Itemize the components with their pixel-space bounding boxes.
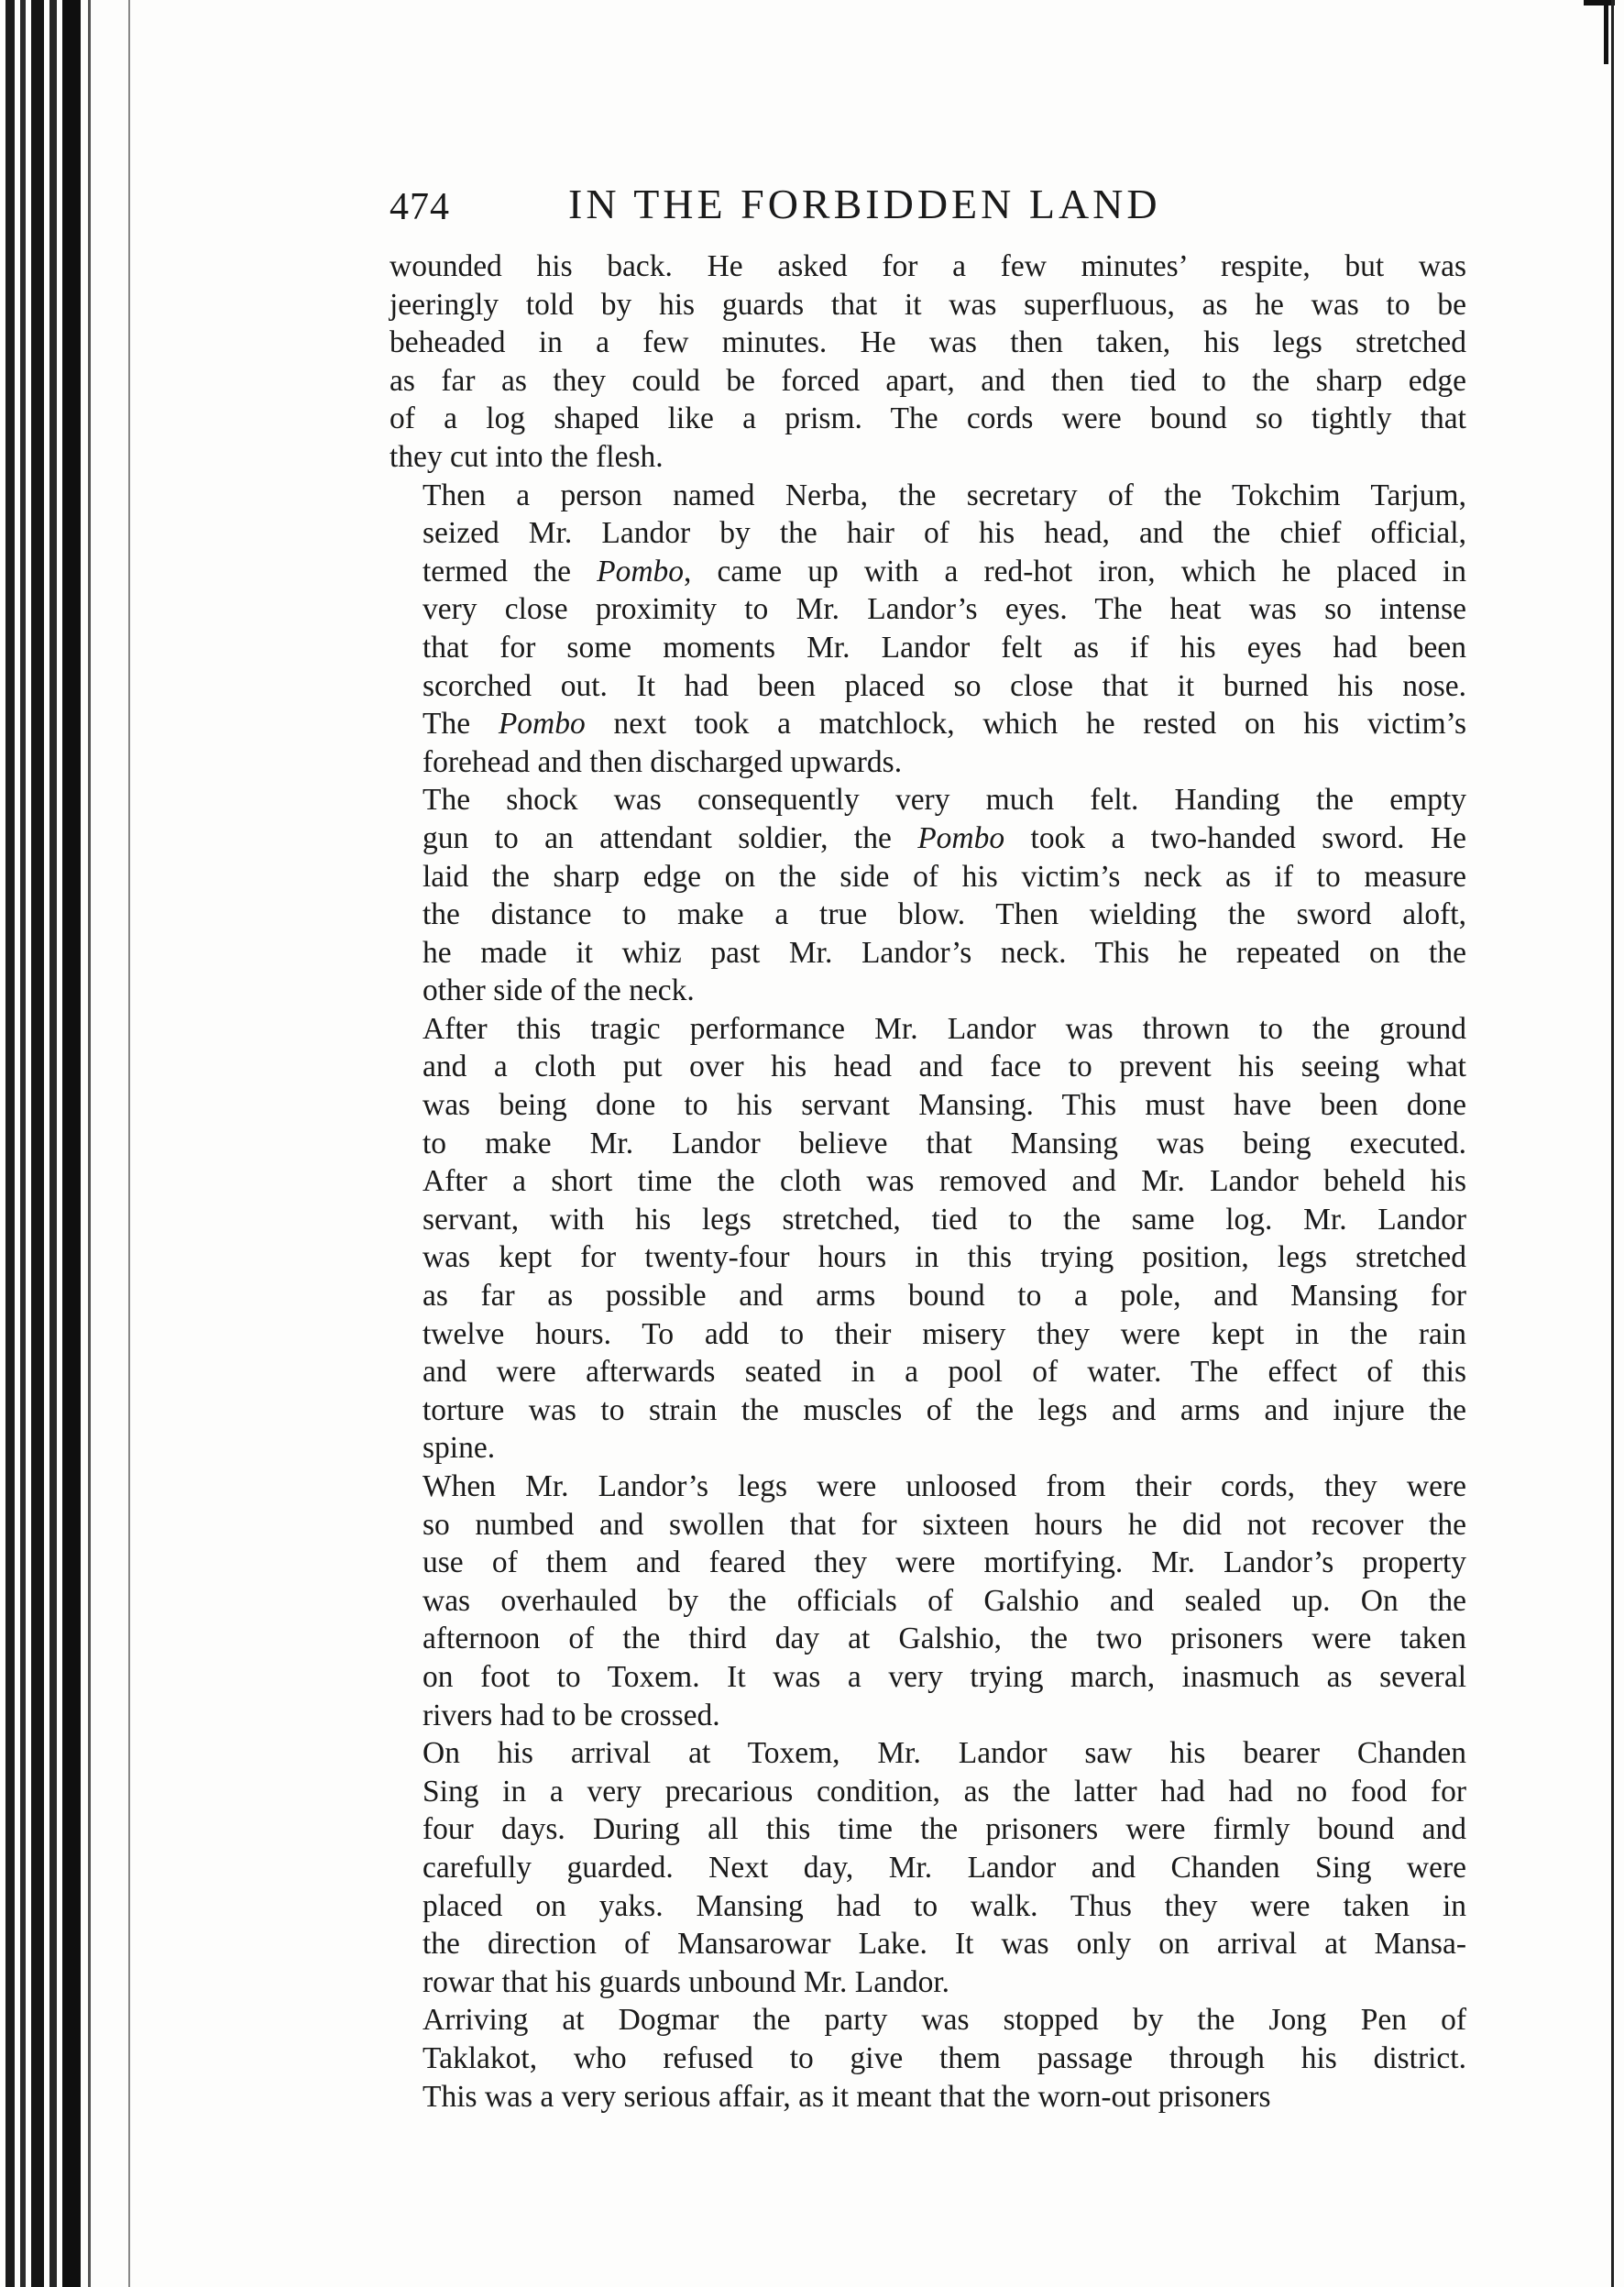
text-line: very close proximity to Mr. Landor’s eyes. The heat was so intense (422, 592, 1466, 627)
text-line: as far as possible and arms bound to a pole, and Mansing for (422, 1279, 1466, 1314)
text-line: forehead and then discharged upwards. (422, 744, 903, 779)
text-line: the direction of Mansarowar Lake. It was only on arrival at Mansa- (422, 1927, 1466, 1962)
text-line: wounded his back. He asked for a few minutes’ respite, but was (390, 249, 1466, 283)
text-line: that for some moments Mr. Landor felt as if his eyes had been (422, 630, 1466, 665)
text-line: torture was to strain the muscles of the legs and arms and injure the (422, 1392, 1466, 1427)
italic-term: Pombo (917, 820, 1005, 855)
scan-edge-mark (1578, 0, 1624, 2287)
text-line: gun to an attendant soldier, the Pombo took a two-handed sword. He (422, 820, 1466, 855)
text-line: twelve hours. To add to their misery they were kept in the rain (422, 1316, 1466, 1351)
text-line: laid the sharp edge on the side of his victim’s neck as if to measure (422, 859, 1466, 894)
text-line: spine. (422, 1431, 496, 1466)
text-line: and a cloth put over his head and face to prevent his seeing what (422, 1050, 1466, 1084)
text-line: so numbed and swollen that for sixteen hours he did not recover the (422, 1507, 1466, 1542)
text-line: use of them and feared they were mortifying. Mr. Landor’s property (422, 1545, 1466, 1580)
text-line: other side of the neck. (422, 973, 695, 1008)
paragraph (390, 247, 1466, 477)
text-line: rivers had to be crossed. (422, 1698, 720, 1732)
text-line: was kept for twenty-four hours in this trying position, legs stretched (422, 1240, 1466, 1275)
text-line: was overhauled by the officials of Galshio and sealed up. On the (422, 1583, 1466, 1618)
text-line: rowar that his guards unbound Mr. Landor. (422, 1964, 949, 1999)
paragraph (390, 2001, 1466, 2116)
text-line: on foot to Toxem. It was a very trying march, inasmuch as several (422, 1659, 1466, 1694)
text-line: Then a person named Nerba, the secretary of the Tokchim Tarjum, (422, 478, 1466, 512)
text-line: placed on yaks. Mansing had to walk. Thus they were taken in (422, 1888, 1466, 1923)
text-line: The shock was consequently very much felt. Handing the empty (422, 783, 1466, 818)
paragraph (390, 477, 1466, 782)
text-line: four days. During all this time the prisoners were firmly bound and (422, 1812, 1466, 1847)
running-title: IN THE FORBIDDEN LAND (568, 181, 1161, 227)
text-line: This was a very serious affair, as it meant that the worn-out prisoners (422, 2079, 1271, 2114)
text-line: to make Mr. Landor believe that Mansing was being executed. (422, 1126, 1466, 1160)
scan-edge-right (1578, 0, 1624, 2287)
text-line: of a log shaped like a prism. The cords were bound so tightly that (390, 401, 1466, 436)
text-line: afternoon of the third day at Galshio, the two prisoners were taken (422, 1622, 1466, 1656)
italic-term: Pombo (498, 707, 586, 742)
text-line: Arriving at Dogmar the party was stopped by the Jong Pen of (422, 2003, 1466, 2038)
text-line: scorched out. It had been placed so close that it burned his nose. (422, 668, 1466, 703)
paragraph (390, 1010, 1466, 1468)
text-line: servant, with his legs stretched, tied to the same log. Mr. Landor (422, 1202, 1466, 1237)
text-line: The Pombo next took a matchlock, which he rested on his victim’s (422, 707, 1466, 742)
text-line: was being done to his servant Mansing. This must have been done (422, 1088, 1466, 1123)
text-line: the distance to make a true blow. Then wielding the sword aloft, (422, 897, 1466, 932)
text-line: When Mr. Landor’s legs were unloosed from their cords, they were (422, 1469, 1466, 1503)
running-header (390, 174, 1466, 238)
text-line: carefully guarded. Next day, Mr. Landor and Chanden Sing were (422, 1850, 1466, 1885)
text-line: beheaded in a few minutes. He was then taken, his legs stretched (390, 325, 1466, 360)
binding-edge (0, 0, 137, 2287)
text-line: jeeringly told by his guards that it was superfluous, as he was to be (390, 287, 1466, 322)
text-line: Sing in a very precarious condition, as the latter had had no food for (422, 1774, 1466, 1809)
text-line: termed the Pombo, came up with a red-hot iron, which he placed in (422, 554, 1466, 588)
text-line: After a short time the cloth was removed and Mr. Landor beheld his (422, 1164, 1466, 1199)
text-line: seized Mr. Landor by the hair of his head, and the chief official, (422, 516, 1466, 551)
italic-term: Pombo (597, 554, 685, 588)
text-line: and were afterwards seated in a pool of water. The effect of this (422, 1355, 1466, 1390)
paragraph (390, 1468, 1466, 1734)
body-text (390, 247, 1466, 2116)
page-number: 474 (390, 186, 450, 228)
paragraph (390, 1734, 1466, 2001)
text-line: On his arrival at Toxem, Mr. Landor saw his bearer Chanden (422, 1736, 1466, 1771)
text-line: After this tragic performance Mr. Landor was thrown to the ground (422, 1011, 1466, 1046)
text-line: Taklakot, who refused to give them passage through his district. (422, 2040, 1466, 2075)
text-line: they cut into the flesh. (390, 439, 664, 474)
paragraph (390, 781, 1466, 1010)
text-line: as far as they could be forced apart, and then tied to the sharp edge (390, 363, 1466, 398)
text-line: he made it whiz past Mr. Landor’s neck. This he repeated on the (422, 935, 1466, 970)
